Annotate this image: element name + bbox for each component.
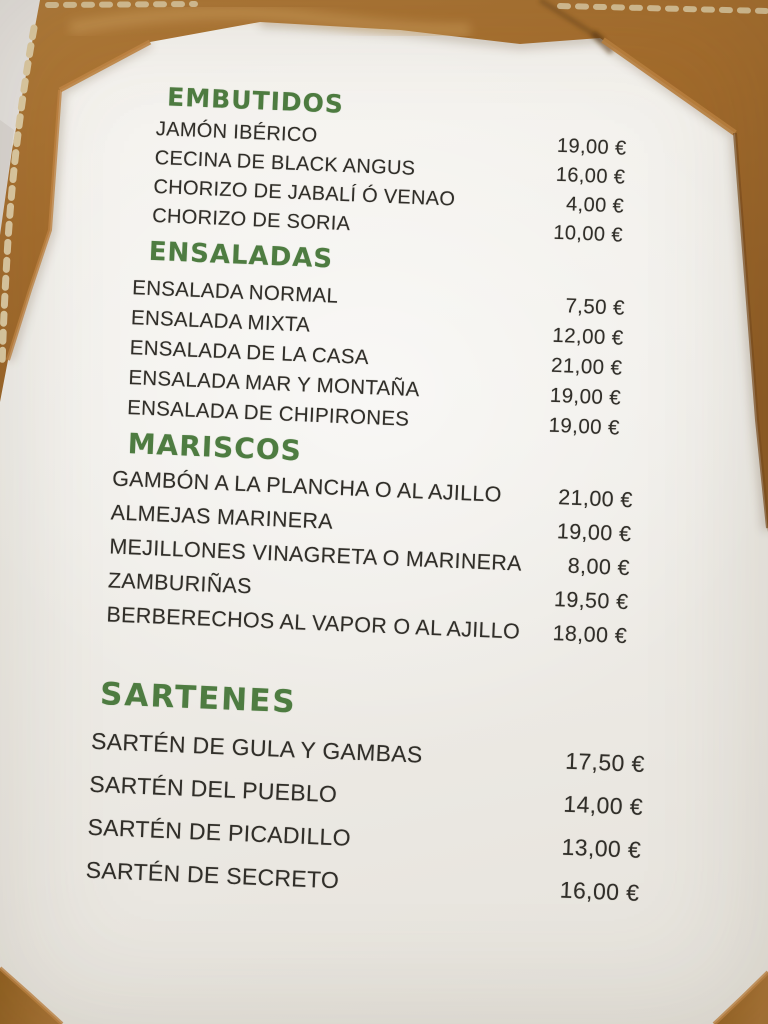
item-price: 13,00 € (561, 833, 642, 863)
item-name: ENSALADA DE LA CASA (129, 335, 370, 369)
menu-section-embutidos (80, 78, 706, 257)
item-price: 17,50 € (564, 747, 646, 777)
item-price: 19,00 € (556, 135, 627, 160)
item-name: ZAMBURIÑAS (107, 568, 253, 599)
section-heading: ENSALADAS (148, 237, 334, 275)
item-name: CHORIZO DE SORIA (151, 205, 351, 236)
item-price: 19,00 € (556, 518, 632, 546)
item-price: 19,00 € (549, 383, 622, 410)
item-name: SARTÉN DE SECRETO (85, 856, 340, 893)
menu-section-sartenes (52, 673, 681, 924)
item-name: SARTÉN DE GULA Y GAMBAS (90, 727, 424, 768)
item-name: GAMBÓN A LA PLANCHA O AL AJILLO (111, 466, 503, 507)
item-price: 12,00 € (551, 323, 625, 350)
menu-page (52, 78, 706, 924)
item-name: JAMÓN IBÉRICO (155, 118, 318, 147)
item-name: ALMEJAS MARINERA (110, 500, 334, 534)
item-name: CHORIZO DE JABALÍ Ó VENAO (153, 176, 456, 211)
menu-section-ensaladas (72, 233, 699, 449)
item-name: ENSALADA DE CHIPIRONES (126, 395, 410, 431)
menu-section-mariscos (63, 423, 691, 660)
item-name: ENSALADA MAR Y MONTAÑA (128, 365, 421, 401)
item-price: 14,00 € (562, 790, 644, 820)
item-price: 4,00 € (565, 193, 625, 218)
item-price: 21,00 € (550, 353, 623, 380)
item-price: 18,00 € (552, 620, 628, 648)
item-price: 19,50 € (553, 586, 630, 614)
item-price: 16,00 € (555, 164, 626, 189)
item-price: 19,00 € (548, 413, 621, 440)
section-heading: SARTENES (99, 675, 298, 721)
item-price: 8,00 € (567, 553, 631, 580)
section-heading: EMBUTIDOS (166, 82, 345, 119)
item-name: MEJILLONES VINAGRETA O MARINERA (108, 534, 523, 576)
section-heading: MARISCOS (127, 426, 303, 468)
item-price: 16,00 € (559, 876, 640, 906)
item-price: 21,00 € (557, 484, 634, 513)
item-name: SARTÉN DEL PUEBLO (88, 770, 338, 807)
item-name: SARTÉN DE PICADILLO (87, 813, 352, 851)
item-price: 7,50 € (565, 294, 626, 320)
item-name: ENSALADA NORMAL (131, 275, 339, 308)
item-name: ENSALADA MIXTA (130, 305, 311, 337)
item-name: CECINA DE BLACK ANGUS (154, 147, 416, 181)
item-price: 10,00 € (552, 221, 624, 247)
item-name: BERBERECHOS AL VAPOR O AL AJILLO (106, 602, 521, 644)
